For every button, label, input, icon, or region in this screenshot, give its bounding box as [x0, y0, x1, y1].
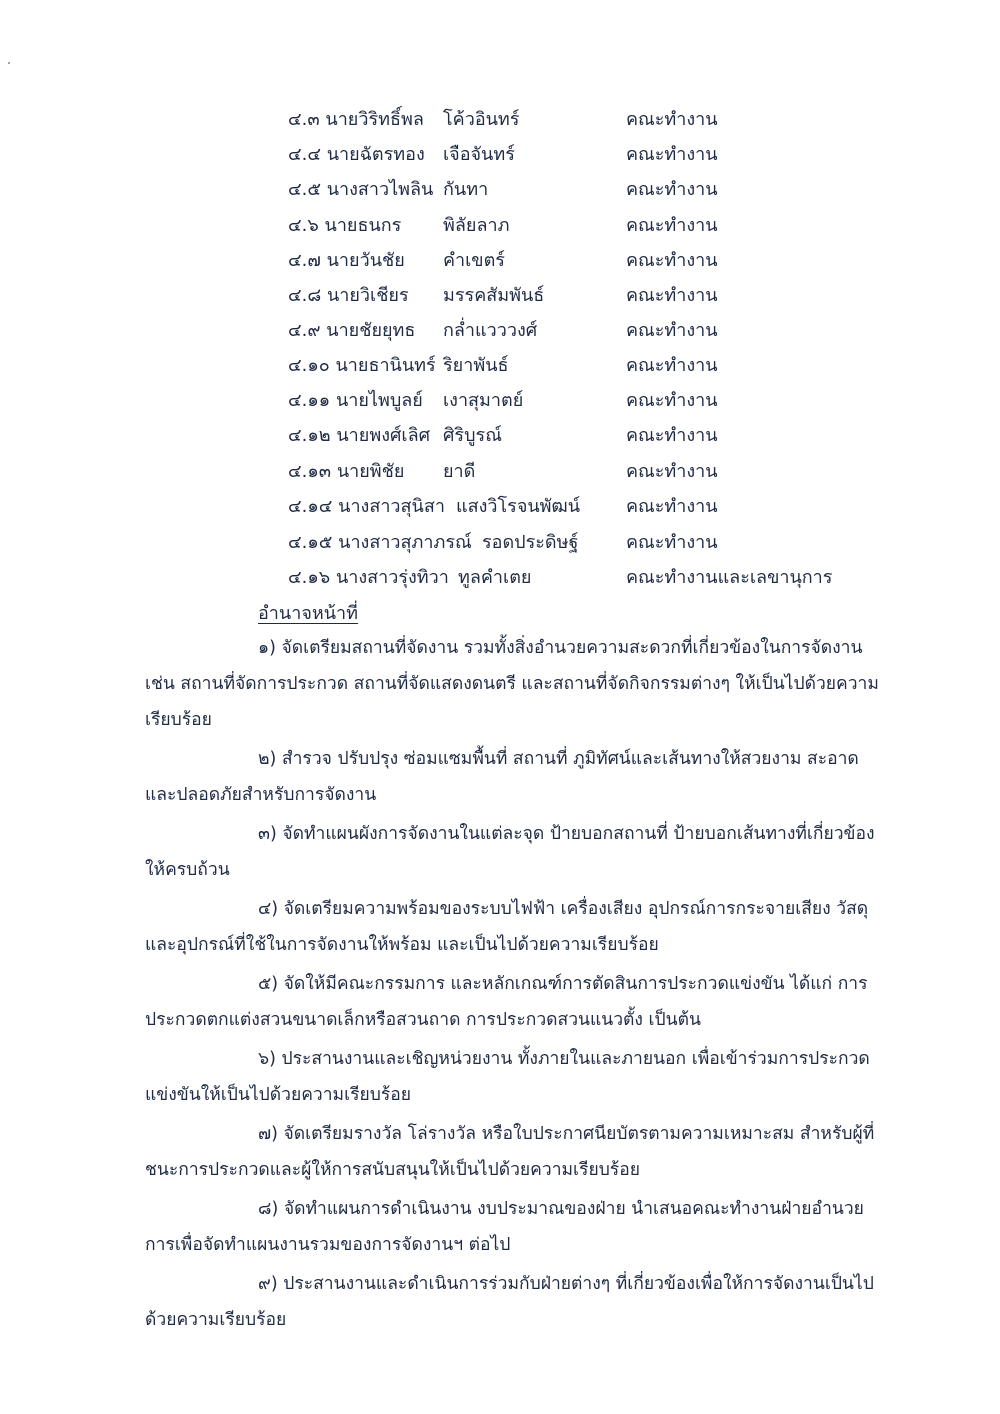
- duty-item: ๙) ประสานงานและดำเนินการร่วมกับฝ่ายต่างๆ ที่เกี่ยวข้องเพื่อให้การจัดงานเป็นไปด้วยความเรียบร้อย: [145, 1274, 874, 1330]
- member-first-name: นายฉัตรทอง: [326, 144, 425, 165]
- member-role: คณะทำงาน: [626, 320, 718, 341]
- member-role: คณะทำงาน: [626, 285, 718, 306]
- member-first-name: นางสาวรุ่งทิวา: [335, 567, 449, 588]
- member-row: [0, 104, 1000, 136]
- member-role: คณะทำงานและเลขานุการ: [626, 567, 833, 588]
- member-number-and-first-name: [288, 210, 401, 242]
- member-row: [0, 527, 1000, 559]
- member-number: ๔.๘: [288, 285, 322, 306]
- member-first-name: นายวันชัย: [326, 250, 405, 271]
- member-row: [0, 456, 1000, 488]
- member-number-and-first-name: [288, 527, 472, 559]
- member-number: ๔.๗: [288, 250, 321, 271]
- member-row: [0, 350, 1000, 382]
- duty-item: ๗) จัดเตรียมรางวัล โล่รางวัล หรือใบประกาศนียบัตรตามความเหมาะสม สำหรับผู้ที่ชนะการประกวดและผู้ให้การสนับสนุนให้เป็นไปด้วยความเรียบร้อย: [145, 1124, 875, 1180]
- member-number-and-first-name: [288, 280, 409, 312]
- duties-heading: อำนาจหน้าที่: [258, 603, 359, 624]
- member-last-name: ยาดี: [443, 461, 476, 482]
- member-row: [0, 491, 1000, 523]
- duty-item: ๔) จัดเตรียมความพร้อมของระบบไฟฟ้า เครื่องเสียง อุปกรณ์การกระจายเสียง วัสดุและอุปกรณ์ที่ใช้ในการจัดงานให้พร้อม และเป็นไปด้วยความเรียบร้อย: [145, 899, 869, 955]
- member-number-and-first-name: [288, 456, 404, 488]
- member-last-name: มรรคสัมพันธ์: [443, 285, 545, 306]
- member-number-and-first-name: [288, 562, 449, 594]
- duty-item: ๒) สำรวจ ปรับปรุง ซ่อมแซมพื้นที่ สถานที่ ภูมิทัศน์และเส้นทางให้สวยงาม สะอาดและปลอดภัยสำหรับการจัดงาน: [145, 749, 859, 805]
- member-number-and-first-name: [288, 245, 405, 277]
- member-first-name: นางสาวสุนิสา: [338, 496, 445, 517]
- member-first-name: นางสาวสุภาภรณ์: [338, 532, 472, 553]
- member-number: ๔.๓: [288, 109, 320, 130]
- member-row: [0, 315, 1000, 347]
- member-number-and-first-name: [288, 385, 423, 417]
- member-number-and-first-name: [288, 350, 436, 382]
- member-role: คณะทำงาน: [626, 390, 718, 411]
- member-number: ๔.๔: [288, 144, 321, 165]
- member-role: คณะทำงาน: [626, 496, 718, 517]
- duty-item: ๘) จัดทำแผนการดำเนินงาน งบประมาณของฝ่าย นำเสนอคณะทำงานฝ่ายอำนวยการเพื่อจัดทำแผนงานรวมของการจัดงานฯ ต่อไป: [145, 1199, 864, 1255]
- duty-item: ๕) จัดให้มีคณะกรรมการ และหลักเกณฑ์การตัดสินการประกวดแข่งขัน ได้แก่ การประกวดตกแต่งสวนขนาดเล็กหรือสวนถาด การประกวดสวนแนวตั้ง เป็นต้น: [145, 974, 868, 1030]
- member-row: [0, 210, 1000, 242]
- member-number-and-first-name: [288, 104, 424, 136]
- member-number: ๔.๕: [288, 179, 321, 200]
- member-role: คณะทำงาน: [626, 109, 718, 130]
- member-number: ๔.๑๕: [288, 532, 333, 553]
- member-last-name: พิลัยลาภ: [443, 215, 510, 236]
- member-number: ๔.๑๖: [288, 567, 331, 588]
- member-row: [0, 385, 1000, 417]
- member-number: ๔.๖: [288, 215, 319, 236]
- scan-speck: [8, 62, 10, 64]
- member-last-name: กันทา: [443, 179, 489, 200]
- member-last-name: กล่ำแวววงศ์: [443, 320, 538, 341]
- member-last-name: เงาสุมาตย์: [443, 390, 524, 411]
- member-role: คณะทำงาน: [626, 461, 718, 482]
- member-number-and-first-name: [288, 491, 445, 523]
- member-first-name: นายธานินทร์: [335, 355, 436, 376]
- member-row: [0, 174, 1000, 206]
- member-row: [0, 420, 1000, 452]
- member-number-and-first-name: [288, 420, 430, 452]
- member-number: ๔.๑๓: [288, 461, 332, 482]
- member-number: ๔.๑๑: [288, 390, 331, 411]
- member-last-name: โค้วอินทร์: [443, 109, 520, 130]
- member-number-and-first-name: [288, 139, 425, 171]
- member-last-name: เจือจันทร์: [443, 144, 515, 165]
- member-first-name: นายวิริทธิ์พล: [325, 109, 424, 130]
- member-row: [0, 562, 1000, 594]
- member-role: คณะทำงาน: [626, 532, 718, 553]
- member-role: คณะทำงาน: [626, 144, 718, 165]
- member-first-name: นายวิเชียร: [326, 285, 409, 306]
- member-role: คณะทำงาน: [626, 250, 718, 271]
- member-last-name: ทูลคำเตย: [458, 567, 532, 588]
- duty-item: ๓) จัดทำแผนผังการจัดงานในแต่ละจุด ป้ายบอกสถานที่ ป้ายบอกเส้นทางที่เกี่ยวข้องให้ครบถ้วน: [145, 824, 875, 880]
- member-last-name: รอดประดิษฐ์: [482, 532, 579, 553]
- member-first-name: นายพิชัย: [336, 461, 405, 482]
- member-last-name: ริยาพันธ์: [443, 355, 509, 376]
- member-row: [0, 280, 1000, 312]
- member-number: ๔.๑๒: [288, 425, 331, 446]
- member-role: คณะทำงาน: [626, 425, 718, 446]
- member-role: คณะทำงาน: [626, 215, 718, 236]
- member-number: ๔.๙: [288, 320, 321, 341]
- member-number-and-first-name: [288, 174, 433, 206]
- member-row: [0, 245, 1000, 277]
- member-last-name: ศิริบูรณ์: [443, 425, 502, 446]
- member-number: ๔.๑๔: [288, 496, 333, 517]
- member-first-name: นายชัยยุทธ: [326, 320, 416, 341]
- member-last-name: แสงวิโรจนพัฒน์: [456, 496, 581, 517]
- member-last-name: คำเขตร์: [443, 250, 505, 271]
- member-first-name: นายไพบูลย์: [335, 390, 423, 411]
- member-first-name: นายพงศ์เลิศ: [336, 425, 431, 446]
- member-first-name: นางสาวไพลิน: [326, 179, 434, 200]
- duty-item: ๖) ประสานงานและเชิญหน่วยงาน ทั้งภายในและภายนอก เพื่อเข้าร่วมการประกวดแข่งขันให้เป็นไปด้วยความเรียบร้อย: [145, 1049, 870, 1105]
- member-row: [0, 139, 1000, 171]
- member-first-name: นายธนกร: [324, 215, 402, 236]
- member-number-and-first-name: [288, 315, 415, 347]
- member-number: ๔.๑๐: [288, 355, 330, 376]
- member-role: คณะทำงาน: [626, 179, 718, 200]
- duties-section: [145, 598, 890, 1341]
- duty-item: ๑) จัดเตรียมสถานที่จัดงาน รวมทั้งสิ่งอำนวยความสะดวกที่เกี่ยวข้องในการจัดงาน เช่น สถานที่จัดการประกวด สถานที่จัดแสดงดนตรี และสถานที่จัดกิจกรรมต่างๆ ให้เป็นไปด้วยความเรียบร้อย: [145, 638, 879, 730]
- member-role: คณะทำงาน: [626, 355, 718, 376]
